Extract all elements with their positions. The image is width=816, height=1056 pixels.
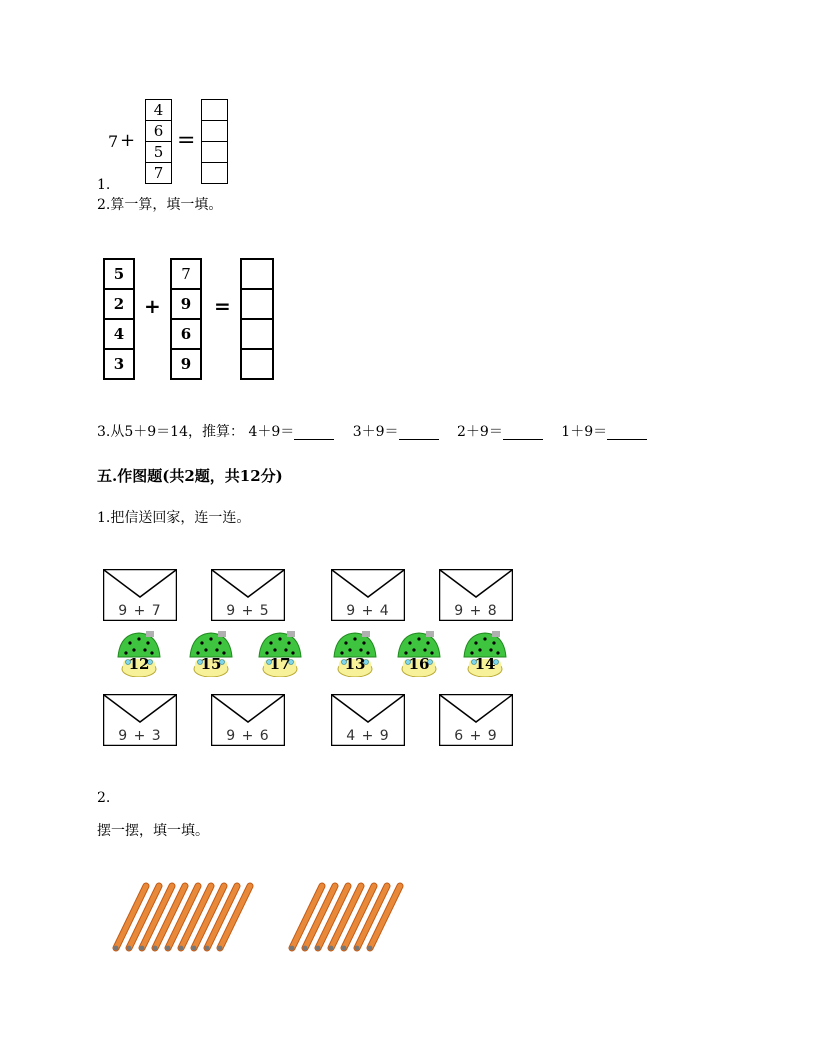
q3-blank[interactable] bbox=[503, 425, 543, 440]
q1-plus-sign: + bbox=[120, 130, 136, 151]
q1-answer-box[interactable] bbox=[201, 99, 228, 121]
stick-icon bbox=[114, 886, 250, 950]
envelope[interactable] bbox=[211, 569, 285, 621]
mushroom-house[interactable] bbox=[116, 631, 162, 677]
mushroom-house[interactable] bbox=[188, 631, 234, 677]
q1-lhs-number: 7 bbox=[108, 132, 119, 151]
q2-right-cell: 7 bbox=[170, 258, 202, 290]
envelope-label: 9 + 5 bbox=[226, 603, 270, 619]
s2-prompt: 摆一摆，填一填。 bbox=[97, 823, 209, 839]
house-number: 17 bbox=[269, 655, 291, 673]
house-number: 14 bbox=[474, 655, 496, 673]
house-number: 12 bbox=[128, 655, 150, 673]
q2-answer-column bbox=[240, 258, 274, 380]
envelope[interactable] bbox=[103, 694, 177, 746]
q3-item: 2＋9＝ bbox=[457, 424, 503, 440]
q2-prompt: 2.算一算，填一填。 bbox=[97, 197, 223, 213]
q2-equals-sign: = bbox=[214, 294, 231, 318]
section-title: 五.作图题(共2题，共12分) bbox=[97, 467, 283, 485]
q1-addend-cell: 4 bbox=[145, 99, 172, 121]
q2-left-cell: 5 bbox=[103, 258, 135, 290]
envelope[interactable] bbox=[211, 694, 285, 746]
envelope-label: 9 + 6 bbox=[226, 728, 270, 744]
envelope[interactable] bbox=[331, 694, 405, 746]
q1-equals-sign: = bbox=[177, 128, 196, 153]
stick-icon bbox=[290, 886, 400, 950]
q2-left-cell: 3 bbox=[103, 348, 135, 380]
envelope[interactable] bbox=[331, 569, 405, 621]
q3-blank[interactable] bbox=[607, 425, 647, 440]
house-number: 16 bbox=[408, 655, 430, 673]
q3-item: 3＋9＝ bbox=[352, 424, 399, 440]
envelope[interactable] bbox=[439, 569, 513, 621]
q1-addend-cell: 5 bbox=[145, 141, 172, 163]
envelope-label: 9 + 8 bbox=[454, 603, 498, 619]
q2-plus-sign: + bbox=[144, 294, 161, 318]
q3-item: 4＋9＝ bbox=[248, 424, 295, 440]
mushroom-house[interactable] bbox=[257, 631, 303, 677]
q2-left-column bbox=[103, 258, 135, 380]
q2-answer-box[interactable] bbox=[240, 318, 274, 350]
q1-lhs bbox=[108, 134, 118, 150]
sticks-group-left bbox=[100, 880, 265, 960]
s2-number: 2. bbox=[97, 790, 111, 806]
q1-addend-cell: 6 bbox=[145, 120, 172, 142]
q3-blank[interactable] bbox=[399, 425, 439, 440]
q2-left-cell: 2 bbox=[103, 288, 135, 320]
q2-left-cell: 4 bbox=[103, 318, 135, 350]
q2-right-cell: 9 bbox=[170, 288, 202, 320]
envelope-label: 9 + 7 bbox=[118, 603, 162, 619]
q2-answer-box[interactable] bbox=[240, 288, 274, 320]
envelope[interactable] bbox=[103, 569, 177, 621]
q1-number: 1. bbox=[97, 177, 111, 193]
house-number: 13 bbox=[344, 655, 366, 673]
sticks-group-right bbox=[280, 880, 415, 960]
q2-right-column bbox=[170, 258, 202, 380]
q2-right-cell: 6 bbox=[170, 318, 202, 350]
q2-answer-box[interactable] bbox=[240, 258, 274, 290]
envelope-label: 4 + 9 bbox=[346, 728, 390, 744]
q2-answer-box[interactable] bbox=[240, 348, 274, 380]
q1-addend-column bbox=[145, 99, 172, 184]
q3-text: 3.从5＋9＝14，推算： bbox=[97, 424, 244, 440]
q3-blank[interactable] bbox=[294, 425, 334, 440]
q1-answer-box[interactable] bbox=[201, 141, 228, 163]
envelope-label: 6 + 9 bbox=[454, 728, 498, 744]
q1-answer-box[interactable] bbox=[201, 120, 228, 142]
envelope-label: 9 + 3 bbox=[118, 728, 162, 744]
q3-line bbox=[97, 424, 661, 440]
mushroom-house[interactable] bbox=[396, 631, 442, 677]
q2-right-cell: 9 bbox=[170, 348, 202, 380]
q1-answer-box[interactable] bbox=[201, 162, 228, 184]
envelope[interactable] bbox=[439, 694, 513, 746]
q1-addend-cell: 7 bbox=[145, 162, 172, 184]
q1-answer-column bbox=[201, 99, 228, 184]
envelope-label: 9 + 4 bbox=[346, 603, 390, 619]
mushroom-house[interactable] bbox=[462, 631, 508, 677]
mushroom-house[interactable] bbox=[332, 631, 378, 677]
q3-item: 1＋9＝ bbox=[561, 424, 608, 440]
house-number: 15 bbox=[200, 655, 222, 673]
s1-prompt: 1.把信送回家，连一连。 bbox=[97, 510, 251, 526]
